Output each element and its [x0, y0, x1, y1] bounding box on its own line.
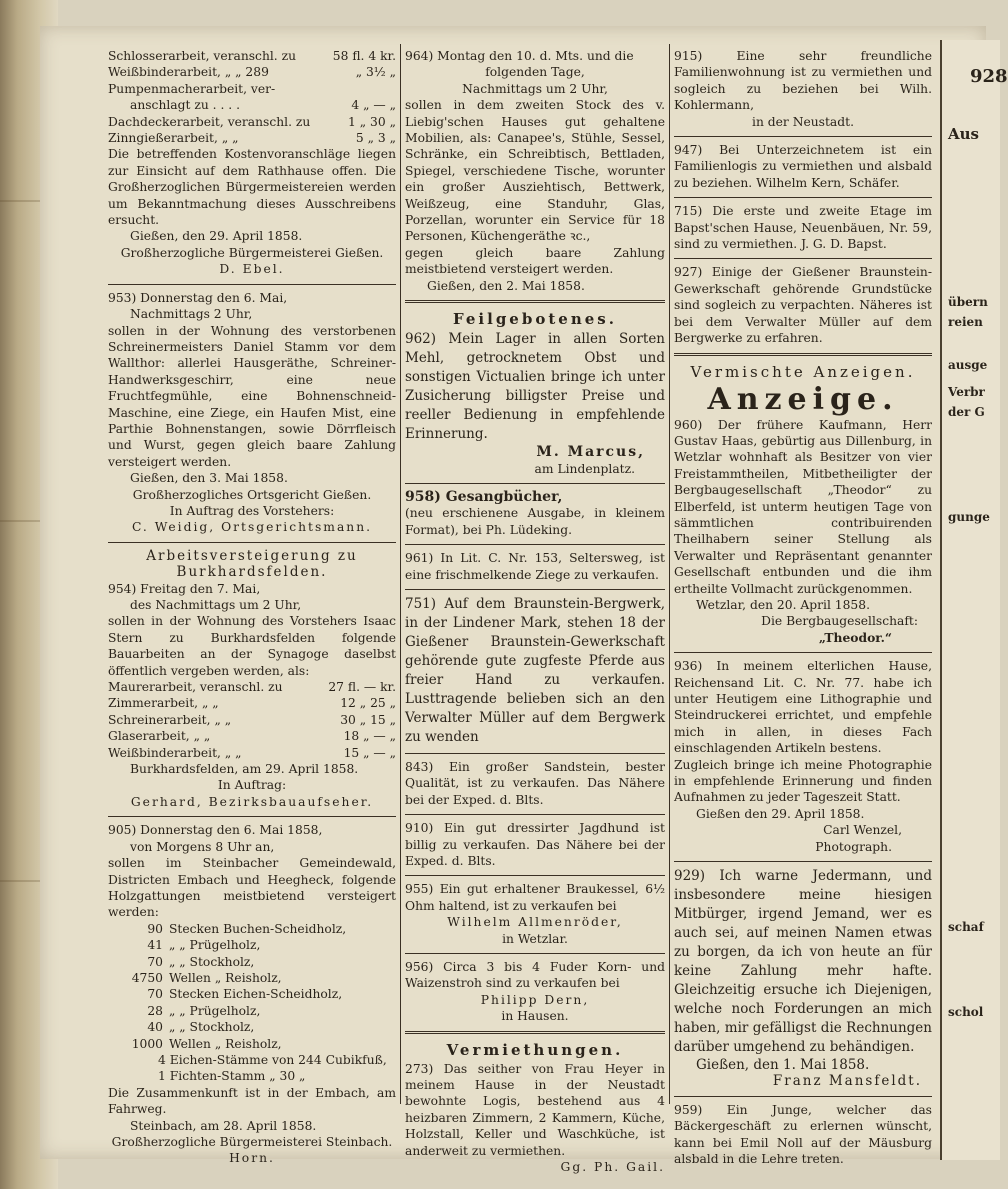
notice-heading: 905) Donnerstag den 6. Mai 1858,: [108, 823, 323, 838]
adjacent-fragment: Verbr: [948, 385, 985, 399]
table-row: 41 „ „ Prügelholz,: [147, 938, 261, 953]
notice-heading: 958) Gesangbücher,: [405, 488, 563, 505]
notice-signature: in der Neustadt.: [752, 114, 854, 129]
table-row: Weißbinderarbeit, „ „ 15 „ — „: [108, 745, 396, 760]
notice-signature: Großherzogliches Ortsgericht Gießen.: [132, 487, 372, 502]
notice-signature: Gerhard, Bezirksbauaufseher.: [130, 794, 374, 809]
divider: [674, 1096, 932, 1097]
notice-text: 955) Ein gut erhaltener Braukessel, 6½ Ohm haltend, ist zu verkaufen bei: [405, 882, 665, 913]
page-number: 928: [970, 66, 1008, 87]
cost-table: [108, 48, 396, 146]
adjacent-fragment: Aus: [948, 125, 979, 143]
divider: [674, 258, 932, 259]
column-divider: [669, 44, 670, 1104]
notice-text: sollen in der Wohnung des Vorstehers Isaac Stern zu Burkhardsfelden folgende Bauarbeiten an der Synagoge daselbst öffentlich vergeben werden, als:: [108, 614, 396, 678]
table-row: Maurerarbeit, veranschl. zu 27 fl. — kr.: [108, 680, 396, 695]
notice-signature: Photograph.: [815, 839, 892, 854]
table-row: Weißbinderarbeit, „ „ 289 „ 3½ „: [108, 65, 396, 80]
notice-text: 927) Einige der Gießener Braunstein-Gewerkschaft gehörende Grundstücke sind sogleich zu verpachten. Näheres ist bei dem Verwalter Müller auf dem Bergwerke zu erfahren.: [674, 265, 932, 346]
notice-text: gegen gleich baare Zahlung meistbietend versteigert werden.: [405, 245, 665, 277]
notice-signature: in Wetzlar.: [502, 931, 568, 946]
notice-text: Zugleich bringe ich meine Photographie in empfehlende Erinnerung und finden Aufnahmen zu jeder Tageszeit Statt.: [674, 757, 932, 805]
notice-text: sollen in dem zweiten Stock des v. Liebig'schen Hauses gut gehaltene Mobilien, als: Canapee's, Stühle, Sessel, Schränke, ein Schreibtisch, Bettladen, Spiegel, verschiedene Tische, worunter ein großer Ausziehtisch, Bettwerk, Weißzeug, eine Standuhr, Glas, Porzellan, worunter ein Service für 18 Personen, Küchengeräthe ꝛc.,: [405, 98, 665, 244]
divider: [405, 589, 665, 590]
notice-signature: In Auftrag des Vorstehers:: [169, 503, 335, 518]
divider: [674, 197, 932, 198]
notice-text: 915) Eine sehr freundliche Familienwohnung ist zu vermiethen und sogleich zu beziehen bei Wilh. Kohlermann,: [674, 49, 932, 113]
notice-signature: Großherzogliche Bürgermeisterei Gießen.: [120, 245, 384, 260]
cost-table: [108, 679, 396, 761]
adjacent-page-edge: [940, 40, 1000, 1160]
notice-heading: des Nachmittags um 2 Uhr,: [130, 598, 302, 612]
divider: [674, 353, 932, 356]
notice-text: 715) Die erste und zweite Etage im Bapst'schen Hause, Neuenbäuen, Nr. 59, sind zu vermiethen. J. G. D. Bapst.: [674, 204, 932, 252]
notice-date: Gießen, den 3. Mai 1858.: [130, 471, 288, 486]
table-row: 28 „ „ Prügelholz,: [147, 1003, 261, 1018]
section-title: Arbeitsversteigerung zu Burkhardsfelden.: [146, 547, 358, 581]
notice-text: 929) Ich warne Jedermann, und insbesondere meine hiesigen Mitbürger, irgend Jemand, wer es auch sei, auf meinen Namen etwas zu borgen, da ich von heute an für keine Zahlung mehr hafte. Gleichzeitig ersuche ich Diejenigen, welche noch Forderungen an mich haben, mir gefälligst die Rechnungen darüber umgehend zu behändigen.: [674, 868, 932, 1056]
notice-heading: 954) Freitag den 7. Mai,: [108, 581, 261, 596]
notice-date: Gießen, den 29. April 1858.: [130, 229, 303, 244]
notice-date: Gießen, den 2. Mai 1858.: [427, 278, 585, 293]
table-row: Schreinerarbeit, „ „ 30 „ 15 „: [108, 712, 396, 727]
notice-signature: Carl Wenzel,: [823, 823, 902, 838]
notice-date: Gießen, den 1. Mai 1858.: [696, 1057, 870, 1074]
column-1: [108, 48, 396, 1167]
notice-text: 273) Das seither von Frau Heyer in meinem Hause in der Neustadt bewohnte Logis, bestehend aus 4 heizbaren Zimmern, 2 Kammern, Küche, Holzstall, Keller und Waschküche, ist anderweit zu vermiethen.: [405, 1061, 665, 1158]
notice-date: Burkhardsfelden, am 29. April 1858.: [130, 762, 359, 777]
table-row: 1000 Wellen „ Reisholz,: [131, 1036, 282, 1051]
divider: [405, 875, 665, 876]
adjacent-fragment: übern: [948, 295, 988, 309]
notice-signature: am Lindenplatz.: [534, 461, 635, 476]
notice-text: 961) In Lit. C. Nr. 153, Seltersweg, ist eine frischmelkende Ziege zu verkaufen.: [405, 551, 665, 582]
section-title: Feilgebotenes.: [453, 310, 617, 329]
notice-text: 947) Bei Unterzeichnetem ist ein Familienlogis zu vermiethen und alsbald zu beziehen. Wilhelm Kern, Schäfer.: [674, 143, 932, 190]
notice-signature: Großherzogliche Bürgermeisterei Steinbach.: [111, 1135, 393, 1149]
wood-table: [108, 921, 396, 1052]
adjacent-fragment: schaf: [948, 920, 984, 934]
table-row: Dachdeckerarbeit, veranschl. zu 1 „ 30 „: [108, 114, 396, 129]
table-row: 4750 Wellen „ Reisholz,: [131, 970, 282, 985]
notice-text: Die Zusammenkunft ist in der Embach, am Fahrweg.: [108, 1085, 396, 1117]
notice-text: 843) Ein großer Sandstein, bester Qualität, ist zu verkaufen. Das Nähere bei der Exped. d. Blts.: [405, 759, 665, 807]
table-row: Glaserarbeit, „ „ 18 „ — „: [108, 729, 396, 744]
notice-text: sollen im Steinbacher Gemeindewald, Districten Embach und Heegheck, folgende Holzgattungen meistbietend versteigert werden:: [108, 856, 396, 920]
notice-text: (neu erschienene Ausgabe, in kleinem Format), bei Ph. Lüdeking.: [405, 506, 665, 537]
notice-signature: Horn.: [229, 1151, 275, 1166]
divider: [108, 542, 396, 543]
section-title: Vermiethungen.: [446, 1040, 624, 1059]
notice-heading: Nachmittags um 2 Uhr,: [462, 81, 608, 96]
notice-text: Die betreffenden Kostenvoranschläge liegen zur Einsicht auf dem Rathhause offen. Die Großherzoglichen Bürgermeistereien werden um Bekanntmachung dieses Ausschreibens ersucht.: [108, 147, 396, 228]
notice-signature: „Theodor.“: [818, 629, 892, 645]
notice-heading: 953) Donnerstag den 6. Mai,: [108, 290, 288, 305]
notice-text: 751) Auf dem Braunstein-Bergwerk, in der Lindener Mark, stehen 18 der Gießener Braunstein-Gewerkschaft gehörende gute zugfeste Pferde aus freier Hand zu verkaufen. Lusttragende belieben sich an den Verwalter Müller auf dem Bergwerk zu wenden: [405, 595, 665, 745]
notice-signature: Franz Mansfeldt.: [772, 1073, 922, 1090]
divider: [405, 814, 665, 815]
notice-signature: Philipp Dern,: [480, 992, 590, 1007]
divider: [405, 300, 665, 303]
notice-date: Gießen den 29. April 1858.: [696, 806, 865, 821]
adjacent-fragment: ausge: [948, 358, 988, 372]
divider: [405, 1031, 665, 1034]
notice-text: 910) Ein gut dressirter Jagdhund ist billig zu verkaufen. Das Nähere bei der Exped. d. Blts.: [405, 821, 665, 868]
column-2: [405, 48, 665, 1175]
adjacent-fragment: gunge: [948, 510, 990, 524]
column-divider: [400, 44, 401, 1104]
notice-signature: D. Ebel.: [219, 262, 285, 277]
divider: [674, 136, 932, 137]
divider: [674, 652, 932, 653]
notice-text: sollen in der Wohnung des verstorbenen Schreinermeisters Daniel Stamm vor dem Wallthor: allerlei Hausgeräthe, Schreiner-Handwerksgeschirr, eine neue Fruchtfegmühle, eine Bohnenschneid-Maschine, eine Ziege, ein Haufen Mist, eine Parthie Bohnenstangen, sowie Dörrfleisch und Wurst, gegen gleich baare Zahlung versteigert werden.: [108, 323, 396, 469]
adjacent-fragment: schol: [948, 1005, 984, 1019]
divider: [405, 953, 665, 954]
divider: [405, 483, 665, 484]
notice-text: 962) Mein Lager in allen Sorten Mehl, getrocknetem Obst und sonstigen Victualien bringe ich unter Zusicherung billigster Preise und reeller Bedienung in empfehlende Erinnerung.: [405, 331, 665, 443]
notice-signature: Gg. Ph. Gail.: [560, 1160, 665, 1175]
adjacent-fragment: der G: [948, 405, 985, 419]
divider: [108, 816, 396, 817]
notice-heading: Nachmittags 2 Uhr,: [130, 307, 253, 322]
table-row: Zinngießerarbeit, „ „ 5 „ 3 „: [108, 131, 396, 146]
table-row: 70 „ „ Stockholz,: [147, 954, 255, 969]
table-row: anschlagt zu . . . . 4 „ — „: [130, 98, 396, 113]
notice-signature: Die Bergbaugesellschaft:: [761, 614, 918, 629]
section-title: Vermischte Anzeigen.: [690, 362, 916, 381]
divider: [108, 284, 396, 285]
notice-text: 956) Circa 3 bis 4 Fuder Korn- und Waizenstroh sind zu verkaufen bei: [405, 960, 665, 991]
table-row: Pumpenmacherarbeit, ver-: [108, 81, 276, 96]
adjacent-fragment: reien: [948, 315, 983, 329]
notice-heading: von Morgens 8 Uhr an,: [130, 839, 275, 854]
advert-headline: Anzeige.: [707, 381, 899, 417]
notice-signature: in Hausen.: [501, 1009, 569, 1024]
notice-heading: 964) Montag den 10. d. Mts. und die: [405, 49, 634, 63]
divider: [405, 753, 665, 754]
notice-text: 959) Ein Junge, welcher das Bäckergeschäft zu erlernen wünscht, kann bei Emil Noll auf der Mäusburg alsbald in die Lehre treten.: [674, 1102, 932, 1167]
table-row: 90 Stecken Buchen-Scheidholz,: [147, 921, 347, 936]
notice-date: Wetzlar, den 20. April 1858.: [696, 597, 870, 612]
notice-text: 4 Eichen-Stämme von 244 Cubikfuß, 1 Fichten-Stamm „ 30 „: [158, 1052, 387, 1084]
table-row: Schlosserarbeit, veranschl. zu 58 fl. 4 kr.: [108, 49, 396, 63]
table-row: 40 „ „ Stockholz,: [147, 1020, 255, 1035]
notice-signature: C. Weidig, Ortsgerichtsmann.: [131, 520, 373, 535]
notice-date: Steinbach, am 28. April 1858.: [130, 1118, 317, 1133]
table-row: 70 Stecken Eichen-Scheidholz,: [147, 987, 343, 1002]
notice-signature: Wilhelm Allmenröder,: [447, 915, 623, 930]
column-3: [674, 48, 932, 1168]
notice-signature: In Auftrag:: [217, 778, 287, 793]
divider: [405, 544, 665, 545]
notice-signature: M. Marcus,: [536, 444, 645, 461]
notice-text: 960) Der frühere Kaufmann, Herr Gustav Haas, gebürtig aus Dillenburg, in Wetzlar wohnhaft als Besitzer von vier Freistammtheilen, Mitbetheiligter der Bergbaugesellschaft „Theodor“ zu Elberfeld, ist unterm heutigen Tage von sämmtlichen contribuirenden Theilhabern seiner Stellung als Verwalter und Repräsentant genannter Gesellschaft entbunden und die ihm ertheilte Vollmacht zurückgenommen.: [674, 417, 932, 596]
notice-heading: folgenden Tage,: [485, 65, 585, 80]
table-row: Zimmerarbeit, „ „ 12 „ 25 „: [108, 696, 396, 711]
notice-text: 936) In meinem elterlichen Hause, Reichensand Lit. C. Nr. 77. habe ich unter Heutigem eine Lithographie und Steindruckerei errichtet, und empfehle mich in allen, in dieses Fach einschlagenden Artikeln bestens.: [674, 659, 932, 756]
divider: [674, 861, 932, 862]
